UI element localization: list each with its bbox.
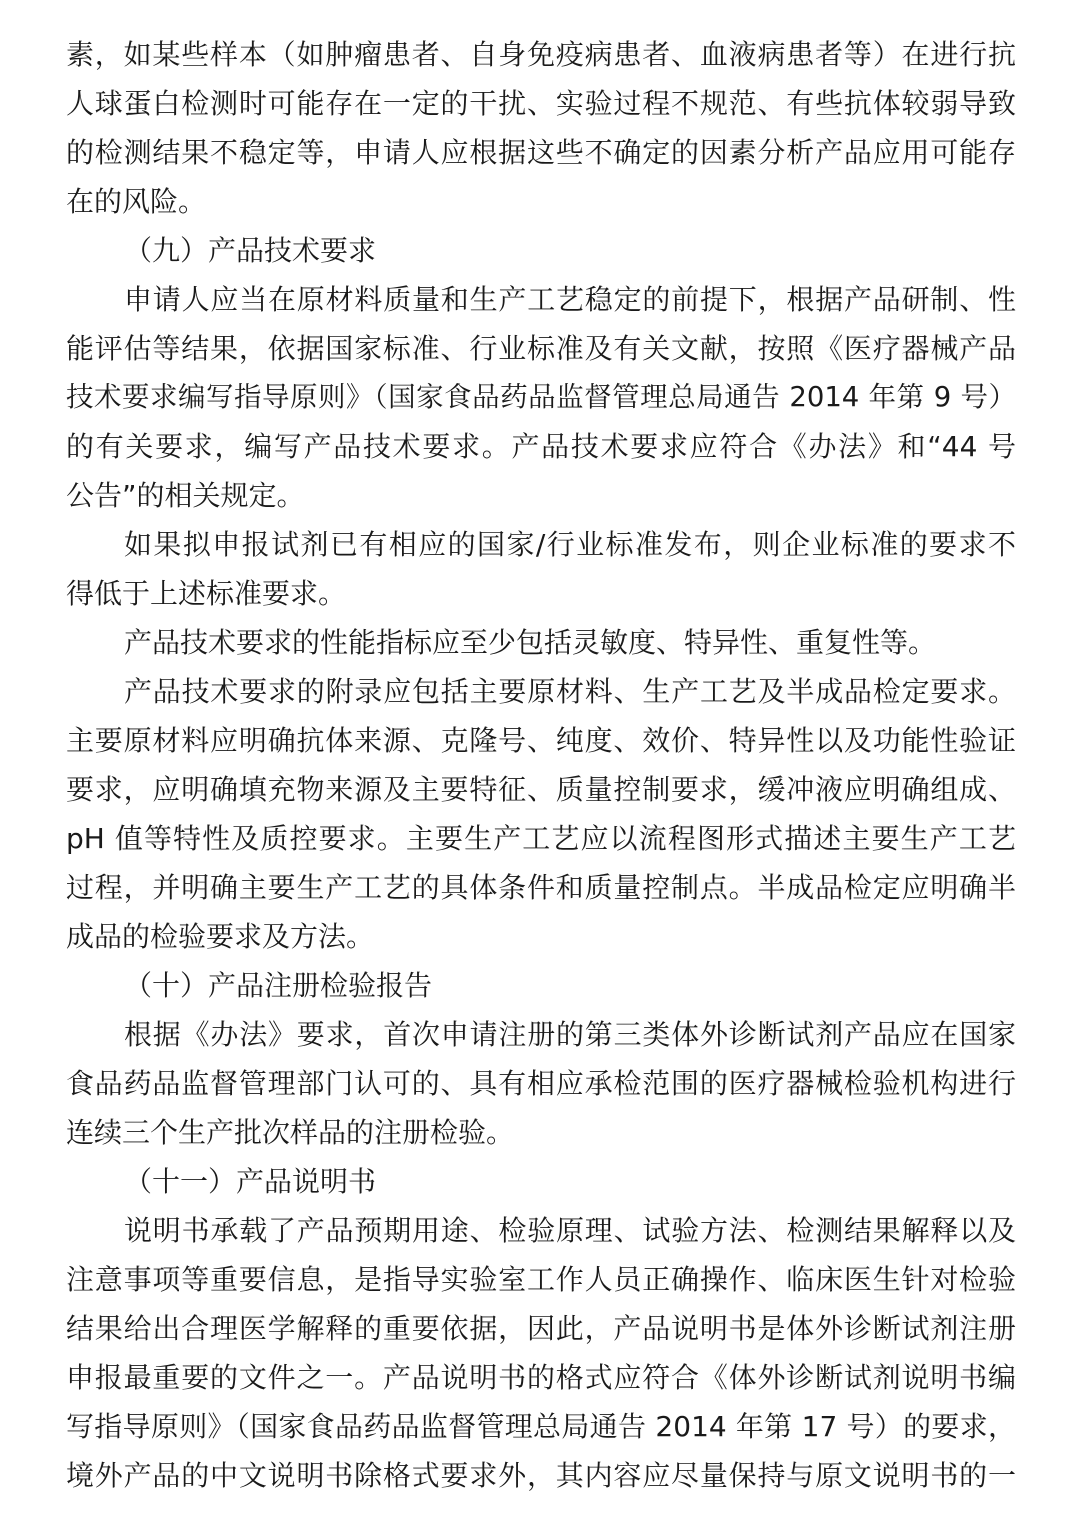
text-line: 结果给出合理医学解释的重要依据，因此，产品说明书是体外诊断试剂注册: [66, 1312, 1016, 1345]
text-line: 人球蛋白检测时可能存在一定的干扰、实验过程不规范、有些抗体较弱导致: [66, 87, 1016, 120]
text-line: 如果拟申报试剂已有相应的国家/行业标准发布，则企业标准的要求不: [124, 528, 1016, 561]
text-line: pH 值等特性及质控要求。主要生产工艺应以流程图形式描述主要生产工艺: [66, 822, 1016, 855]
text-line: 过程，并明确主要生产工艺的具体条件和质量控制点。半成品检定应明确半: [66, 871, 1016, 904]
text-line: 写指导原则》（国家食品药品监督管理总局通告 2014 年第 17 号）的要求，: [66, 1410, 1016, 1443]
text-line: 公告”的相关规定。: [66, 479, 305, 512]
text-line: 素，如某些样本（如肿瘤患者、自身免疫病患者、血液病患者等）在进行抗: [66, 38, 1016, 71]
text-line: 连续三个生产批次样品的注册检验。: [66, 1116, 515, 1149]
text-line: 得低于上述标准要求。: [66, 577, 347, 610]
text-line: 申请人应当在原材料质量和生产工艺稳定的前提下，根据产品研制、性: [124, 283, 1016, 316]
text-line: 成品的检验要求及方法。: [66, 920, 375, 953]
text-line: 注意事项等重要信息，是指导实验室工作人员正确操作、临床医生针对检验: [66, 1263, 1016, 1296]
text-line: 的有关要求，编写产品技术要求。产品技术要求应符合《办法》和“44 号: [66, 430, 1016, 463]
section-heading: （十）产品注册检验报告: [124, 969, 433, 1002]
text-line: 说明书承载了产品预期用途、检验原理、试验方法、检测结果解释以及: [124, 1214, 1016, 1247]
section-heading: （十一）产品说明书: [124, 1165, 377, 1198]
text-line: 的检测结果不稳定等，申请人应根据这些不确定的因素分析产品应用可能存: [66, 136, 1016, 169]
text-line: 境外产品的中文说明书除格式要求外，其内容应尽量保持与原文说明书的一: [66, 1459, 1016, 1492]
text-line: 根据《办法》要求，首次申请注册的第三类体外诊断试剂产品应在国家: [124, 1018, 1016, 1051]
text-line: 在的风险。: [66, 185, 207, 218]
text-line: 能评估等结果，依据国家标准、行业标准及有关文献，按照《医疗器械产品: [66, 332, 1016, 365]
text-line: 产品技术要求的性能指标应至少包括灵敏度、特异性、重复性等。: [124, 626, 937, 659]
text-line: 食品药品监督管理部门认可的、具有相应承检范围的医疗器械检验机构进行: [66, 1067, 1016, 1100]
text-line: 产品技术要求的附录应包括主要原材料、生产工艺及半成品检定要求。: [124, 675, 1016, 708]
section-heading: （九）产品技术要求: [124, 234, 377, 267]
text-line: 主要原材料应明确抗体来源、克隆号、纯度、效价、特异性以及功能性验证: [66, 724, 1016, 757]
text-line: 技术要求编写指导原则》（国家食品药品监督管理总局通告 2014 年第 9 号）: [66, 381, 1016, 413]
text-line: 要求，应明确填充物来源及主要特征、质量控制要求，缓冲液应明确组成、: [66, 773, 1016, 806]
text-line: 申报最重要的文件之一。产品说明书的格式应符合《体外诊断试剂说明书编: [66, 1361, 1016, 1394]
